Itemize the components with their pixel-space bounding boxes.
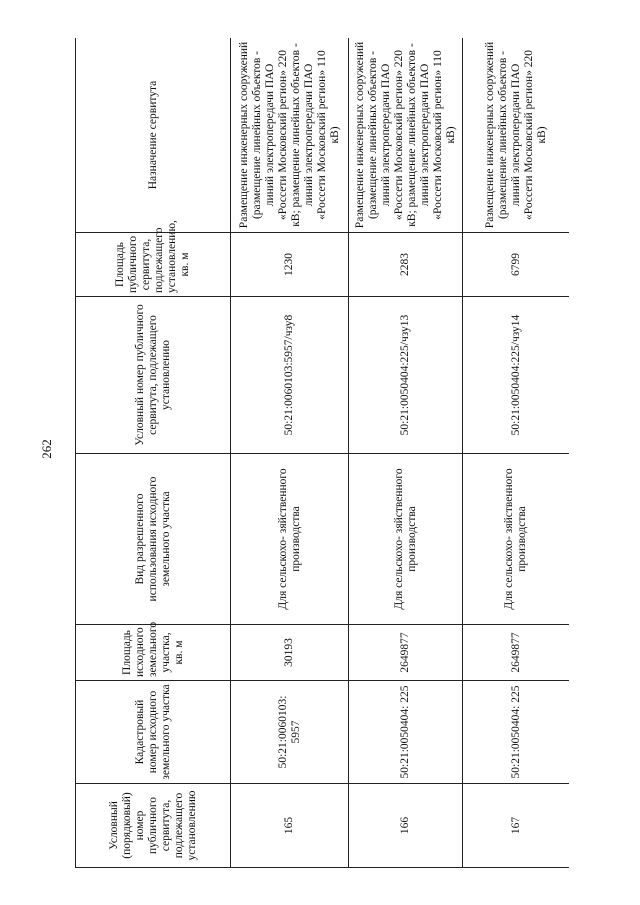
cell-servitude-id: 50:21:0060103:5957/чзу8 — [231, 297, 349, 454]
cell-servitude-id: 50:21:0050404:225/чзу14 — [463, 297, 570, 454]
table-row — [463, 38, 570, 868]
cell-purpose: Размещение инженерных сооружений (размещение линейных объектов - линий электропередачи ПАО «Россети Московский регион» 220 кВ; размещение линейных объектов - линий электропередачи ПАО «Россети Московский регион» 110 кВ) — [349, 38, 463, 233]
cell-area: 30193 — [231, 625, 349, 681]
header-servitude-purpose: Назначение сервитута — [76, 38, 231, 233]
table-container — [75, 38, 569, 868]
page-number: 262 — [38, 439, 54, 459]
cell-cadastral: 50:21:0050404: 225 — [349, 681, 463, 784]
header-servitude-area: Площадь публичного сервитута, подлежащего установлению, кв. м — [76, 233, 231, 297]
header-cadastral-number: Кадастровый номер исходного земельного участка — [76, 681, 231, 784]
servitude-table — [75, 38, 569, 868]
cell-cadastral: 50:21:0060103: 5957 — [231, 681, 349, 784]
cell-purpose: Размещение инженерных сооружений (размещение линейных объектов - линий электропередачи ПАО «Россети Московский регион» 220 кВ) — [463, 38, 570, 233]
cell-use: Для сельскохо- зяйственного производства — [349, 454, 463, 625]
cell-number: 166 — [349, 784, 463, 868]
cell-use: Для сельскохо- зяйственного производства — [463, 454, 570, 625]
cell-number: 165 — [231, 784, 349, 868]
cell-number: 167 — [463, 784, 570, 868]
cell-use: Для сельскохо- зяйственного производства — [231, 454, 349, 625]
cell-servitude-area: 6799 — [463, 233, 570, 297]
table-row — [349, 38, 463, 868]
cell-area: 2649877 — [463, 625, 570, 681]
table-row — [231, 38, 349, 868]
table-header-row — [76, 38, 231, 868]
header-servitude-id: Условный номер публичного сервитута, подлежащего установлению — [76, 297, 231, 454]
cell-servitude-area: 2283 — [349, 233, 463, 297]
cell-servitude-id: 50:21:0050404:225/чзу13 — [349, 297, 463, 454]
header-servitude-number: Условный (порядковый) номер публичного сервитута, подлежащего установлению — [76, 784, 231, 868]
cell-servitude-area: 1230 — [231, 233, 349, 297]
cell-purpose: Размещение инженерных сооружений (размещение линейных объектов - линий электропередачи ПАО «Россети Московский регион» 220 кВ; размещение линейных объектов - линий электропередачи ПАО «Россети Московский регион» 110 кВ) — [231, 38, 349, 233]
header-permitted-use: Вид разрешенного использования исходного земельного участка — [76, 454, 231, 625]
cell-cadastral: 50:21:0050404: 225 — [463, 681, 570, 784]
cell-area: 2649877 — [349, 625, 463, 681]
header-plot-area: Площадь исходного земельного участка, кв. м — [76, 625, 231, 681]
